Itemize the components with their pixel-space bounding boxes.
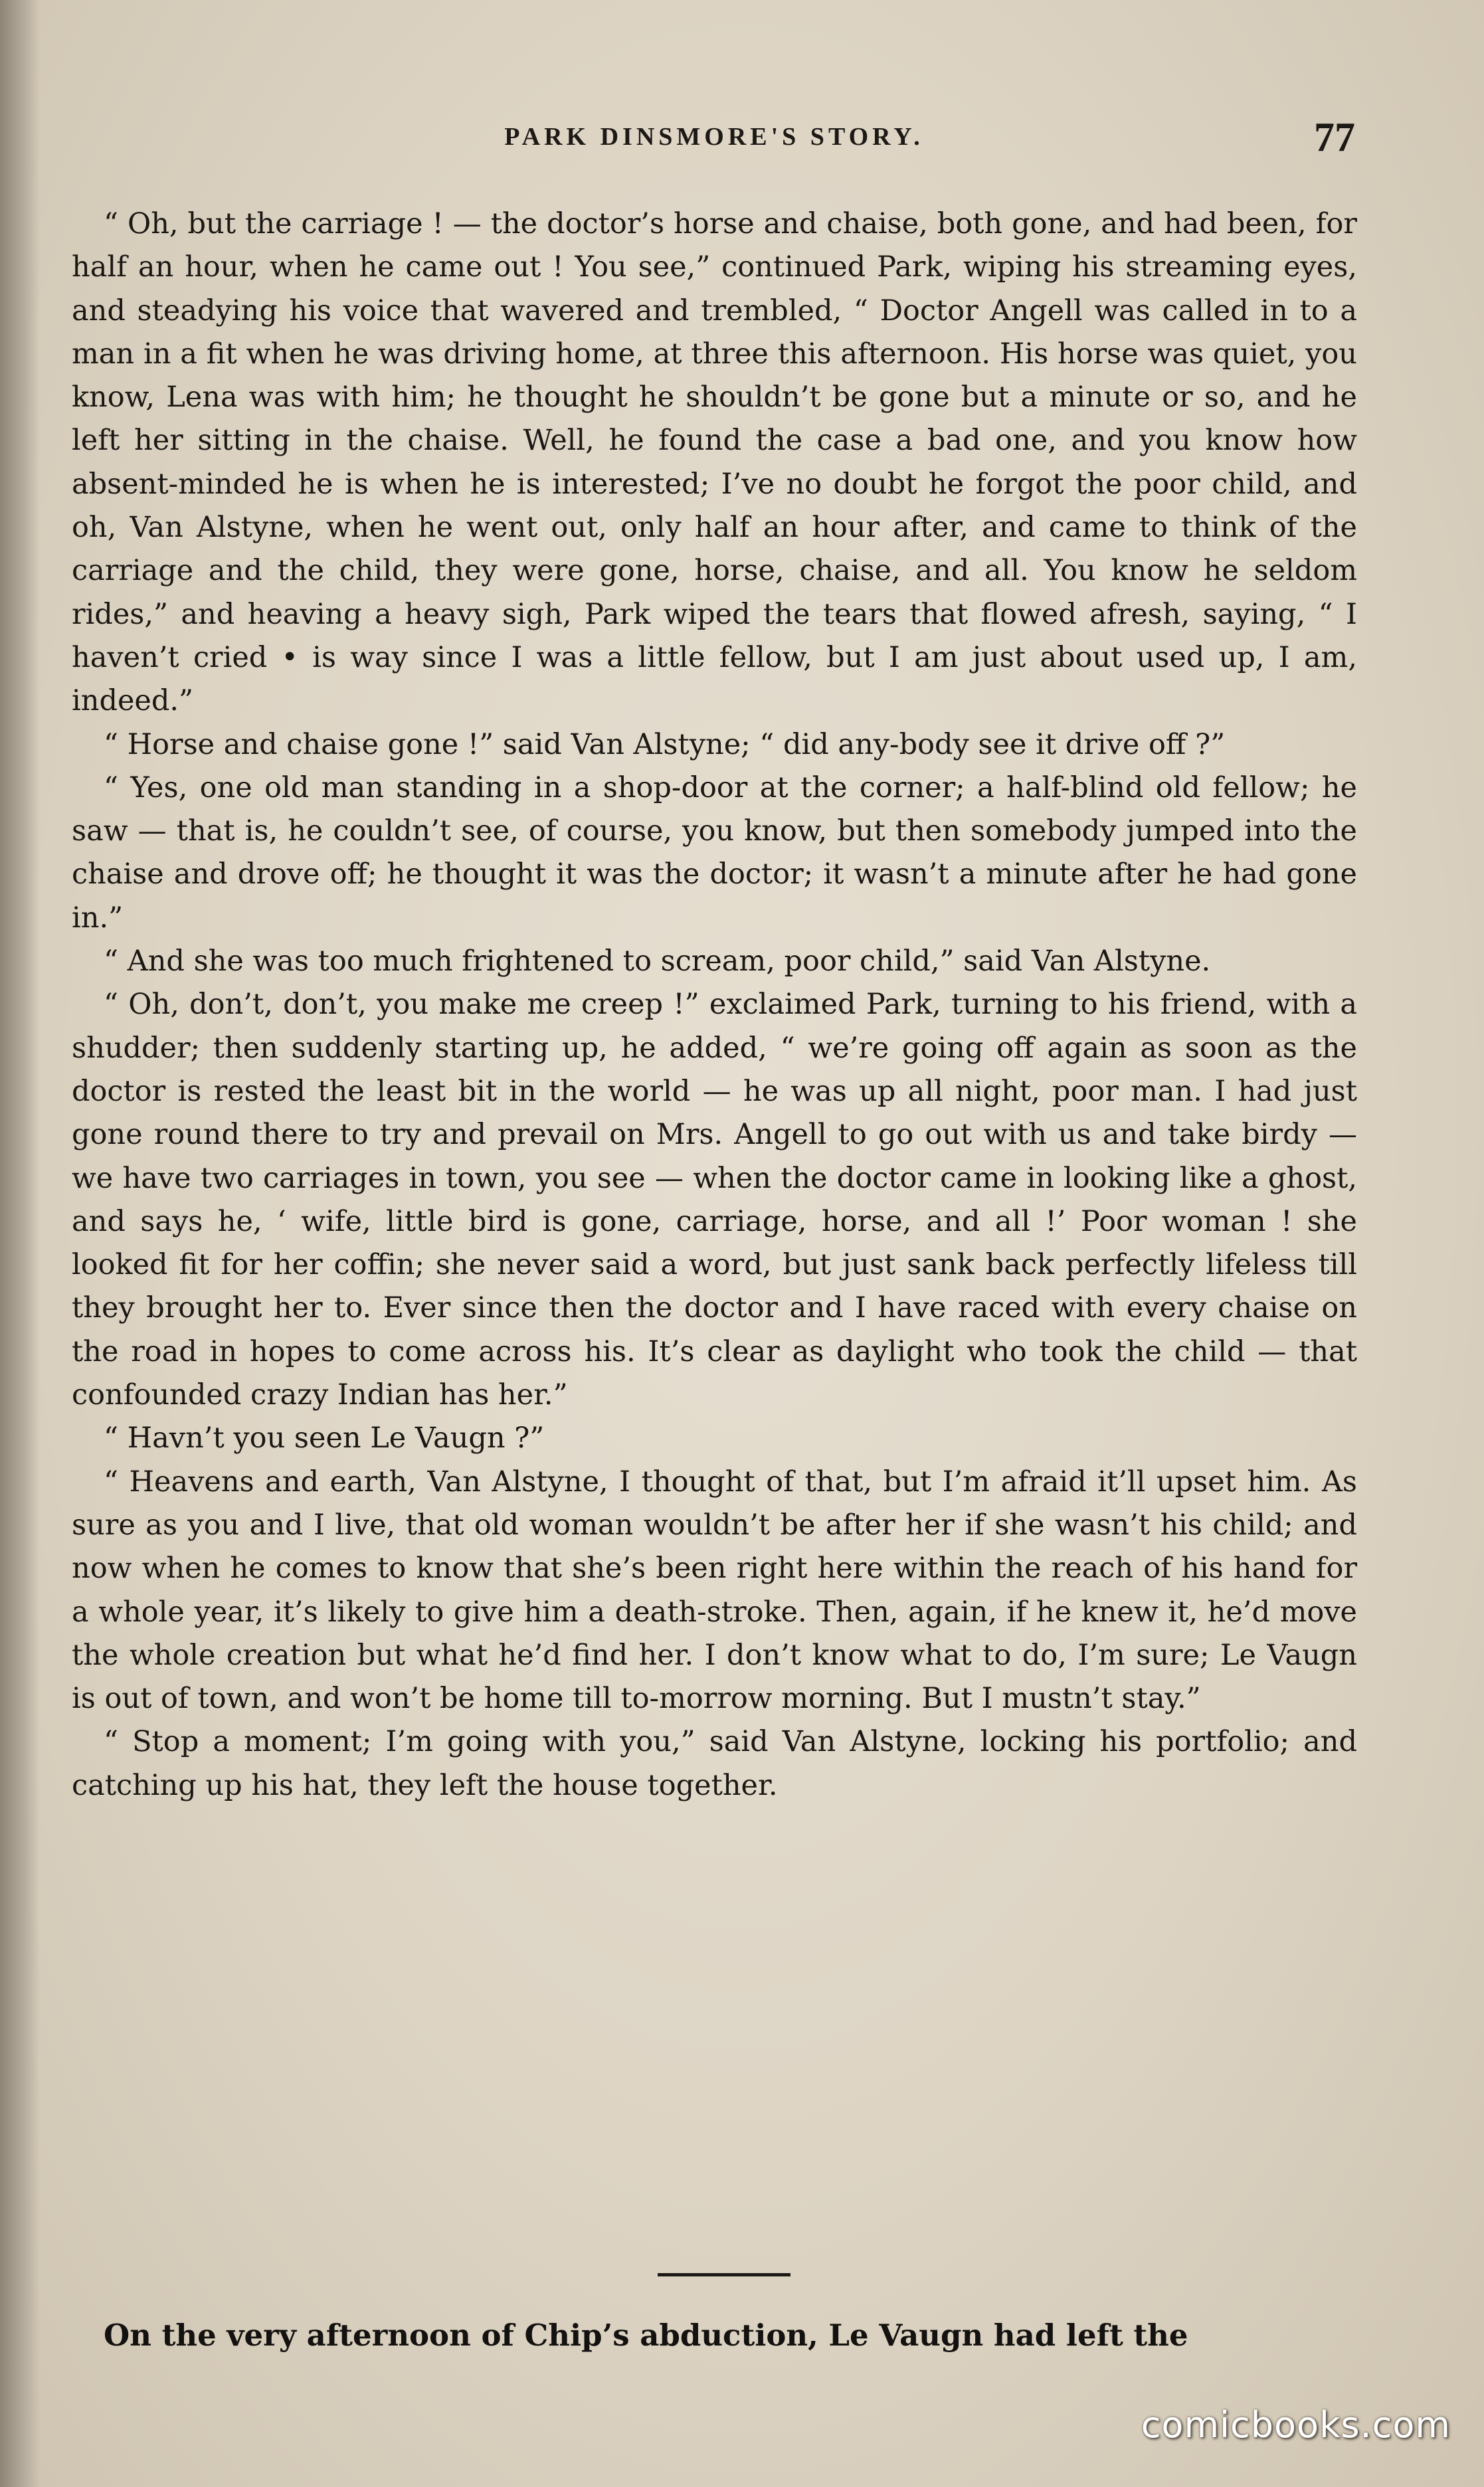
running-title: PARK DINSMORE'S STORY. (504, 123, 924, 151)
page-gutter-shadow (0, 0, 40, 2487)
page-number: 77 (1314, 115, 1355, 160)
paragraph: “ Horse and chaise gone !” said Van Alstyne; “ did any-body see it drive off ?” (104, 727, 1226, 761)
paragraph: “ Oh, don’t, don’t, you make me creep !” exclaimed Park, turning to his friend, with a shudder; then suddenly starting up, he added, “ we’re going off again as soon as the doctor is rested the least bit in the world — he was up all night, poor man. I had just gone round there to try and prevail on Mrs. Angell to go out with us and take birdy — we have two carriages in town, you see — when the doctor came in looking like a ghost, and says he, ‘ wife, little bird is gone, carriage, horse, and all !’ Poor woman ! she looked fit for her coffin; she never said a word, but just sank back perfectly lifeless till they brought her to. Ever since then the doctor and I have raced with every chaise on the road in hopes to come across his. It’s clear as daylight who took the child — that confounded crazy Indian has her.” (72, 988, 1357, 1412)
paragraph: “ Havn’t you seen Le Vaugn ?” (104, 1422, 545, 1455)
paragraph: “ And she was too much frightened to scream, poor child,” said Van Alstyne. (104, 945, 1211, 978)
body-text (72, 203, 1357, 1807)
paragraph: “ Stop a moment; I’m going with you,” said Van Alstyne, locking his portfolio; and catching up his hat, they left the house together. (72, 1725, 1357, 1802)
paragraph: “ Heavens and earth, Van Alstyne, I thought of that, but I’m afraid it’ll upset him. As sure as you and I live, that old woman wouldn’t be after her if she wasn’t his child; and now when he comes to know that she’s been right here within the reach of his hand for a whole year, it’s likely to give him a death-stroke. Then, again, if he knew it, he’d move the whole creation but what he’d find her. I don’t know what to do, I’m sure; Le Vaugn is out of town, and won’t be home till to-morrow morning. But I mustn’t stay.” (72, 1465, 1357, 1716)
running-head (73, 114, 1355, 167)
section-divider (658, 2273, 790, 2276)
paragraph: “ Oh, but the carriage ! — the doctor’s horse and chaise, both gone, and had been, for half an hour, when he came out ! You see,” continued Park, wiping his streaming eyes, and steadying his voice that wavered and trembled, “ Doctor Angell was called in to a man in a fit when he was driving home, at three this afternoon. His horse was quiet, you know, Lena was with him; he thought he shouldn’t be gone but a minute or so, and he left her sitting in the chaise. Well, he found the case a bad one, and you know how absent-minded he is when he is interested; I’ve no doubt he forgot the poor child, and oh, Van Alstyne, when he went out, only half an hour after, and came to think of the carriage and the child, they were gone, horse, chaise, and all. You know he seldom rides,” and heaving a heavy sigh, Park wiped the tears that flowed afresh, saying, “ I haven’t cried • is way since I was a little fellow, but I am just about used up, I am, indeed.” (72, 207, 1357, 718)
next-section-first-line: On the very afternoon of Chip’s abduction, Le Vaugn had left the (104, 2318, 1188, 2353)
watermark: comicbooks.com (1141, 2404, 1451, 2446)
paragraph: “ Yes, one old man standing in a shop-door at the corner; a half-blind old fellow; he saw — that is, he couldn’t see, of course, you know, but then somebody jumped into the chaise and drove off; he thought it was the doctor; it wasn’t a minute after he had gone in.” (72, 771, 1357, 935)
